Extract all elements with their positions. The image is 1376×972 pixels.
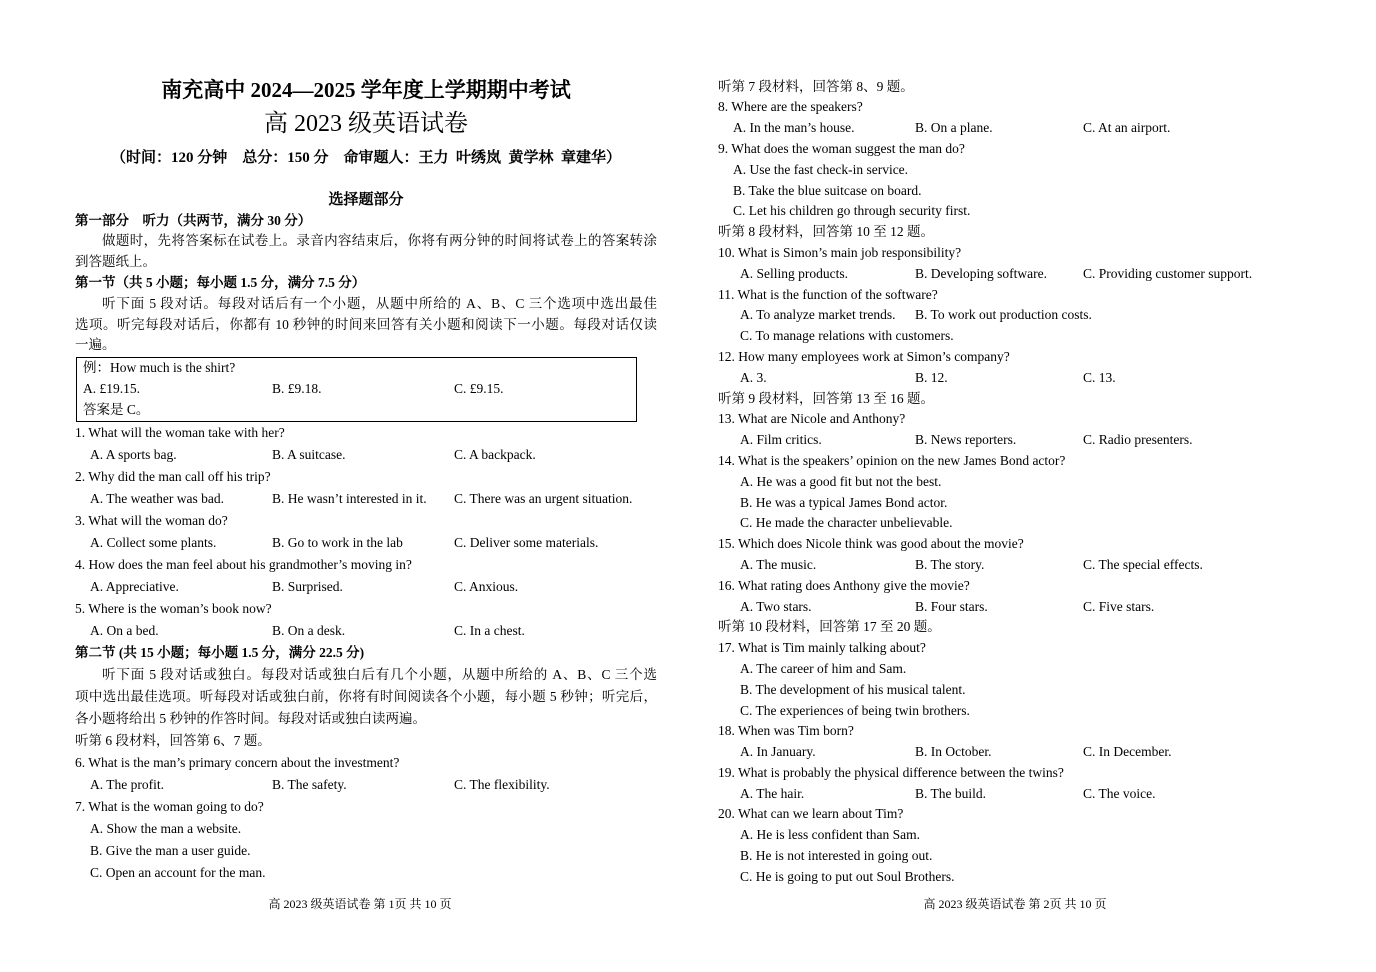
- question-stem: 4. How does the man feel about his grandmother’s moving in?: [75, 556, 412, 572]
- option-a: A. The profit.: [90, 776, 164, 792]
- section2-instructions-line: 听下面 5 段对话或独白。每段对话或独白后有几个小题，从题中所给的 A、B、C 三个选: [102, 666, 657, 682]
- question-stem: 1. What will the woman take with her?: [75, 424, 285, 440]
- question-stem: 7. What is the woman going to do?: [75, 798, 264, 814]
- question-14: [718, 451, 1278, 534]
- option-b: B. 12.: [915, 369, 948, 385]
- option-row: [75, 774, 657, 796]
- option-c: C. The special effects.: [1083, 556, 1203, 572]
- option-c: C. The experiences of being twin brothers.: [740, 702, 970, 718]
- option-b: B. The development of his musical talent.: [740, 681, 966, 697]
- exam-meta-info: （时间：120 分钟 总分：150 分 命审题人：王力 叶绣岚 黄学林 章建华）: [110, 150, 621, 166]
- question-9: [718, 139, 1278, 222]
- question-4: [75, 554, 657, 598]
- example-option-c: C. £9.15.: [454, 380, 504, 396]
- question-2: [75, 466, 657, 510]
- question-stem: 17. What is Tim mainly talking about?: [718, 640, 926, 656]
- option-b: B. News reporters.: [915, 432, 1017, 448]
- question-18: [718, 721, 1278, 763]
- option-a: A. On a bed.: [90, 622, 159, 638]
- option-b: B. A suitcase.: [272, 446, 346, 462]
- question-3: [75, 510, 657, 554]
- option-b: B. The safety.: [272, 776, 347, 792]
- option-b: B. On a desk.: [272, 622, 346, 638]
- question-7: [75, 796, 657, 884]
- option-c: C. Open an account for the man.: [90, 864, 266, 880]
- example-option-a: A. £19.15.: [83, 380, 140, 396]
- option-row: [718, 784, 1278, 805]
- option-row: [75, 488, 657, 510]
- option-a: A. Film critics.: [740, 432, 822, 448]
- option-row: [718, 430, 1278, 451]
- option-c: C. There was an urgent situation.: [454, 490, 633, 506]
- option-a: A. Use the fast check-in service.: [733, 161, 909, 177]
- option-a: A. The music.: [740, 556, 817, 572]
- option-a: A. Collect some plants.: [90, 534, 217, 550]
- option-a: A. Appreciative.: [90, 578, 179, 594]
- option-c: C. 13.: [1083, 369, 1116, 385]
- option-b: B. Developing software.: [915, 265, 1047, 281]
- question-stem: 12. How many employees work at Simon’s company?: [718, 348, 1010, 364]
- material-label: 听第 6 段材料，回答第 6、7 题。: [75, 732, 271, 748]
- option-a: A. A sports bag.: [90, 446, 177, 462]
- option-row: [718, 118, 1278, 139]
- question-5: [75, 598, 657, 642]
- exam-subtitle: 高 2023 级英语试卷: [264, 111, 468, 137]
- option-b: B. Four stars.: [915, 598, 988, 614]
- section2-heading: 第二节 (共 15 小题；每小题 1.5 分，满分 22.5 分): [75, 644, 365, 660]
- option-a: A. He was a good fit but not the best.: [740, 473, 942, 489]
- option-b: B. He is not interested in going out.: [740, 848, 933, 864]
- question-stem: 2. Why did the man call off his trip?: [75, 468, 271, 484]
- option-c: C. Anxious.: [454, 578, 519, 594]
- section2-instructions-line: 各小题将给出 5 秒钟的作答时间。每段对话或独白读两遍。: [75, 710, 426, 726]
- right-questions: [718, 77, 1278, 888]
- option-a: A. In the man’s house.: [733, 120, 855, 136]
- option-c: C. To manage relations with customers.: [740, 328, 954, 344]
- option-row: [718, 368, 1278, 389]
- option-c: C. Radio presenters.: [1083, 432, 1193, 448]
- option-b: B. In October.: [915, 744, 992, 760]
- option-b: B. Take the blue suitcase on board.: [733, 182, 922, 198]
- option-c: C. He made the character unbelievable.: [740, 515, 953, 531]
- question-6: [75, 752, 657, 796]
- example-question: 例：How much is the shirt?: [83, 360, 236, 376]
- option-b: B. To work out production costs.: [915, 307, 1092, 323]
- section1-instructions-line: 选项。听完每段对话后，你都有 10 秒钟的时间来回答有关小题和阅读下一小题。每段对话仅读: [75, 316, 657, 332]
- option-row: [75, 444, 657, 466]
- option-b: B. The build.: [915, 785, 987, 801]
- option-a: A. In January.: [740, 744, 816, 760]
- exam-title: 南充高中 2024—2025 学年度上学期期中考试: [161, 78, 571, 102]
- question-stem: 3. What will the woman do?: [75, 512, 228, 528]
- option-c: C. At an airport.: [1083, 120, 1171, 136]
- question-stem: 16. What rating does Anthony give the movie?: [718, 577, 970, 593]
- option-c: C. In a chest.: [454, 622, 525, 638]
- question-16: [718, 576, 1278, 618]
- option-b: B. He wasn’t interested in it.: [272, 490, 427, 506]
- option-b: B. He was a typical James Bond actor.: [740, 494, 948, 510]
- option-c: C. The flexibility.: [454, 776, 550, 792]
- question-15: [718, 534, 1278, 576]
- option-a: A. To analyze market trends.: [740, 307, 896, 323]
- question-stem: 9. What does the woman suggest the man do?: [718, 140, 965, 156]
- question-17: [718, 638, 1278, 721]
- option-c: C. He is going to put out Soul Brothers.: [740, 868, 955, 884]
- example-answer: 答案是 C。: [83, 401, 150, 417]
- option-c: C. The voice.: [1083, 785, 1156, 801]
- example-box: [76, 357, 637, 421]
- question-stem: 8. Where are the speakers?: [718, 99, 863, 115]
- material-label: 听第 10 段材料，回答第 17 至 20 题。: [718, 619, 941, 635]
- question-10: [718, 243, 1278, 285]
- question-stem: 15. Which does Nicole think was good about the movie?: [718, 536, 1024, 552]
- option-row: [718, 597, 1278, 618]
- option-c: C. Providing customer support.: [1083, 265, 1253, 281]
- option-b: B. The story.: [915, 556, 985, 572]
- option-row: [718, 742, 1278, 763]
- part1-instructions-line: 做题时，先将答案标在试卷上。录音内容结束后，你将有两分钟的时间将试卷上的答案转涂: [102, 233, 657, 249]
- option-row: [718, 555, 1278, 576]
- option-b: B. On a plane.: [915, 120, 993, 136]
- question-20: [718, 804, 1278, 887]
- question-13: [718, 409, 1278, 451]
- option-c: C. Deliver some materials.: [454, 534, 599, 550]
- section1-instructions-line: 听下面 5 段对话。每段对话后有一个小题，从题中所给的 A、B、C 三个选项中选出最佳: [102, 295, 657, 311]
- section1-instructions-line: 一遍。: [75, 337, 116, 353]
- option-row: [718, 264, 1278, 285]
- part1-heading: 第一部分 听力（共两节，满分 30 分）: [75, 212, 312, 228]
- option-a: A. The weather was bad.: [90, 490, 224, 506]
- question-11: [718, 285, 1278, 347]
- material-label: 听第 7 段材料，回答第 8、9 题。: [718, 78, 914, 94]
- listening-intro: [75, 211, 657, 422]
- question-stem: 5. Where is the woman’s book now?: [75, 600, 272, 616]
- material-label: 听第 9 段材料，回答第 13 至 16 题。: [718, 390, 934, 406]
- option-c: C. Five stars.: [1083, 598, 1155, 614]
- question-stem: 19. What is probably the physical difference between the twins?: [718, 764, 1064, 780]
- question-12: [718, 347, 1278, 389]
- page-footer: 高 2023 级英语试卷 第 2页 共 10 页: [923, 897, 1107, 911]
- option-a: A. Show the man a website.: [90, 820, 242, 836]
- material-label: 听第 8 段材料，回答第 10 至 12 题。: [718, 224, 934, 240]
- option-row: [718, 305, 1278, 326]
- option-a: A. The hair.: [740, 785, 805, 801]
- part1-instructions-line: 到答题纸上。: [75, 254, 156, 270]
- example-options: [77, 379, 636, 400]
- option-a: A. Two stars.: [740, 598, 812, 614]
- option-a: A. 3.: [740, 369, 767, 385]
- question-stem: 13. What are Nicole and Anthony?: [718, 411, 906, 427]
- question-stem: 11. What is the function of the software?: [718, 286, 938, 302]
- question-8: [718, 97, 1278, 139]
- question-stem: 14. What is the speakers’ opinion on the new James Bond actor?: [718, 452, 1066, 468]
- option-c: C. In December.: [1083, 744, 1172, 760]
- question-19: [718, 763, 1278, 805]
- option-a: A. The career of him and Sam.: [740, 660, 907, 676]
- option-row: [75, 620, 657, 642]
- section-heading: 选择题部分: [328, 192, 404, 208]
- option-row: [75, 576, 657, 598]
- left-questions: [75, 422, 657, 884]
- option-row: [75, 532, 657, 554]
- section1-heading: 第一节（共 5 小题；每小题 1.5 分，满分 7.5 分）: [75, 274, 366, 290]
- option-a: A. He is less confident than Sam.: [740, 827, 920, 843]
- question-stem: 20. What can we learn about Tim?: [718, 806, 904, 822]
- page-footer: 高 2023 级英语试卷 第 1页 共 10 页: [268, 897, 452, 911]
- option-b: B. Surprised.: [272, 578, 343, 594]
- option-c: C. A backpack.: [454, 446, 536, 462]
- option-b: B. Give the man a user guide.: [90, 842, 251, 858]
- section2-instructions-line: 项中选出最佳选项。听每段对话或独白前，你将有时间阅读各个小题，每小题 5 秒钟；听完后，: [75, 688, 657, 704]
- question-1: [75, 422, 657, 466]
- example-option-b: B. £9.18.: [272, 380, 322, 396]
- question-stem: 6. What is the man’s primary concern about the investment?: [75, 754, 400, 770]
- option-a: A. Selling products.: [740, 265, 848, 281]
- option-c: C. Let his children go through security first.: [733, 203, 971, 219]
- question-stem: 18. When was Tim born?: [718, 723, 854, 739]
- question-stem: 10. What is Simon’s main job responsibility?: [718, 244, 962, 260]
- option-b: B. Go to work in the lab: [272, 534, 403, 550]
